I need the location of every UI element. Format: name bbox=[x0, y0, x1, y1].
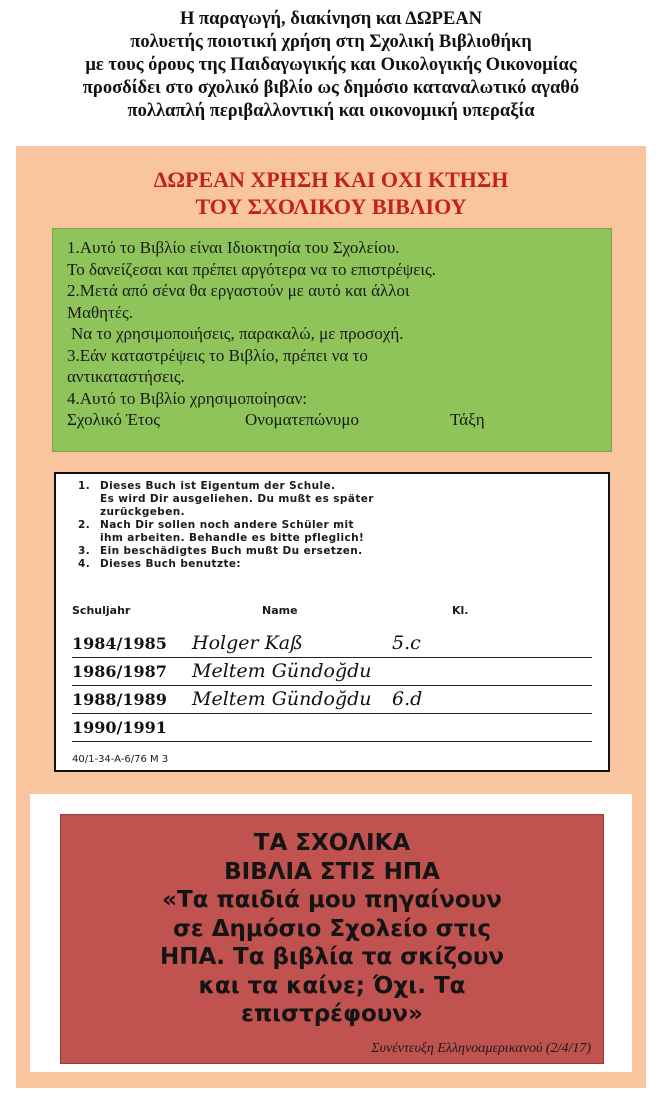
german-rule-line: Es wird Dir ausgeliehen. Du mußt es später bbox=[100, 493, 374, 505]
quote-source: Συνέντευξη Ελληνοαμερικανού (2/4/17) bbox=[371, 1041, 591, 1056]
header-line: πολλαπλή περιβαλλοντική και οικονομική υπεραξία bbox=[127, 101, 535, 121]
usage-row: 1988/1989 Meltem Gündoğdu 6.d bbox=[72, 686, 592, 714]
usa-quote-line: σε Δημόσιο Σχολείο στις bbox=[173, 915, 491, 942]
panel-title-line: ΔΩΡΕΑΝ ΧΡΗΣΗ ΚΑΙ ΟΧΙ ΚΤΗΣΗ bbox=[153, 167, 509, 192]
german-rule-line: ihm arbeiten. Behandle es bitte pfleglich! bbox=[100, 532, 365, 544]
usa-quote-line: ΗΠΑ. Τα βιβλία τα σκίζουν bbox=[159, 944, 505, 970]
rule-line: Το δανείζεσαι και πρέπει αργότερα να το επιστρέψεις. bbox=[67, 259, 436, 279]
header-text bbox=[10, 8, 652, 123]
column-headers bbox=[67, 409, 597, 431]
rule-line: αντικαταστήσεις. bbox=[67, 367, 185, 386]
header-line: πολυετής ποιοτική χρήση στη Σχολική Βιβλιοθήκη bbox=[130, 32, 532, 52]
column-full-name: Ονοματεπώνυμο bbox=[245, 410, 359, 429]
rule-line: 4.Αυτό το Βιβλίο χρησιμοποίησαν: bbox=[67, 388, 308, 408]
german-book-label bbox=[54, 472, 610, 772]
rule-line: 1.Αυτό το Βιβλίο είναι Ιδιοκτησία του Σχολείου. bbox=[67, 238, 400, 257]
german-rule-line: zurückgeben. bbox=[100, 506, 185, 518]
usa-quote-box bbox=[60, 814, 604, 1064]
german-column-class: Kl. bbox=[452, 604, 469, 617]
greek-rules-box bbox=[52, 228, 612, 452]
form-code: 40/1-34-A-6/76 M 3 bbox=[72, 754, 169, 765]
rule-line: Να το χρησιμοποιήσεις, παρακαλώ, με προσοχή. bbox=[71, 324, 404, 343]
usage-row: 1986/1987 Meltem Gündoğdu bbox=[72, 658, 592, 686]
rule-line: Μαθητές. bbox=[67, 302, 134, 322]
usage-row: 1990/1991 bbox=[72, 714, 592, 742]
german-column-year: Schuljahr bbox=[72, 604, 131, 617]
usa-quote-line: «Τα παιδιά μου πηγαίνουν bbox=[162, 887, 502, 913]
header-line: προσδίδει στο σχολικό βιβλίο ως δημόσιο καταναλωτικό αγαθό bbox=[82, 78, 580, 98]
panel-title-line: ΤΟΥ ΣΧΟΛΙΚΟΥ ΒΙΒΛΙΟΥ bbox=[195, 194, 467, 219]
header-line: με τους όρους της Παιδαγωγικής και Οικολογικής Οικονομίας bbox=[85, 55, 577, 75]
german-column-name: Name bbox=[262, 604, 298, 617]
header-line: Η παραγωγή, διακίνηση και ΔΩΡΕΑΝ bbox=[179, 9, 483, 29]
orange-panel bbox=[16, 146, 646, 1088]
german-rule-line: 1. Dieses Buch ist Eigentum der Schule. bbox=[78, 480, 336, 492]
usa-quote bbox=[61, 829, 603, 1029]
german-rule-line: 3. Ein beschädigtes Buch mußt Du ersetzen. bbox=[78, 545, 363, 557]
usa-quote-line: ΤΑ ΣΧΟΛΙΚΑ bbox=[253, 830, 411, 856]
rule-line: 3.Εάν καταστρέψεις το Βιβλίο, πρέπει να το bbox=[67, 345, 368, 365]
usa-quote-line: ΒΙΒΛΙΑ ΣΤΙΣ ΗΠΑ bbox=[224, 858, 440, 885]
rule-line: 2.Μετά από σένα θα εργαστούν με αυτό και άλλοι bbox=[67, 281, 410, 300]
usa-quote-line: επιστρέφουν» bbox=[241, 1001, 423, 1027]
german-rule-line: 4. Dieses Buch benutzte: bbox=[78, 558, 242, 570]
usage-row: 1984/1985 Holger Kaß 5.c bbox=[72, 630, 592, 658]
german-rule-line: 2. Nach Dir sollen noch andere Schüler mit bbox=[78, 519, 354, 531]
german-rules bbox=[78, 480, 374, 571]
panel-title bbox=[16, 166, 646, 220]
column-class: Τάξη bbox=[450, 410, 485, 429]
usa-quote-line: και τα καίνε; Όχι. Τα bbox=[198, 972, 466, 999]
column-school-year: Σχολικό Έτος bbox=[67, 410, 160, 429]
usa-card bbox=[30, 794, 632, 1072]
german-usage-rows bbox=[72, 630, 592, 742]
